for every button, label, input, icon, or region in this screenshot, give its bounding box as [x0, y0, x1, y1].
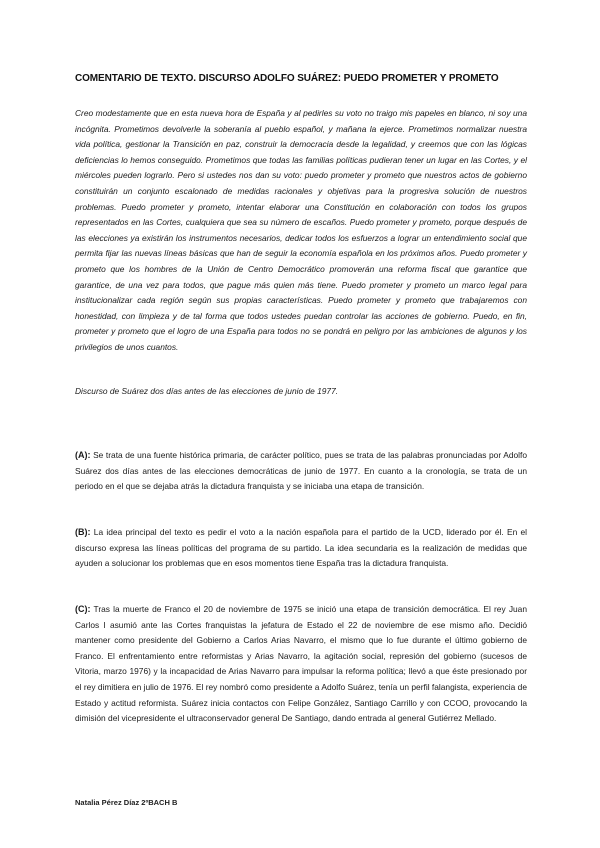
section-b [75, 525, 527, 572]
section-c [75, 602, 527, 727]
section-a-text: Se trata de una fuente histórica primaria, de carácter político, pues se trata de las palabras pronunciadas por Adolfo Suárez dos días antes de las elecciones democráticas de junio de 1977. En cuanto a la cronología, se trata de un periodo en el que se dejaba atrás la dictadura franquista y se iniciaba una etapa de transición. [75, 450, 527, 492]
section-b-text: La idea principal del texto es pedir el voto a la nación española para el partido de la UCD, liderado por él. En el discurso expresa las líneas políticas del programa de su partido. La idea secundaria es la realización de medidas que ayuden a solucionar los problemas que en esos momentos tiene España tras la dictadura franquista. [75, 527, 528, 569]
section-c-label: (C): [75, 604, 91, 614]
document-title: COMENTARIO DE TEXTO. DISCURSO ADOLFO SUÁREZ: PUEDO PROMETER Y PROMETO [75, 73, 499, 84]
section-a-label: (A): [75, 450, 91, 460]
quote-caption: Discurso de Suárez dos días antes de las elecciones de junio de 1977. [75, 386, 339, 396]
section-a [75, 448, 527, 495]
section-b-label: (B): [75, 527, 91, 537]
author-footer: Natalia Pérez Díaz 2ºBACH B [75, 798, 178, 807]
speech-quote: Creo modestamente que en esta nueva hora de España y al pedirles su voto no traigo mis papeles en blanco, ni soy una incógnita. Prometimos devolverle la soberanía al pueblo español, y mañana la ejerce. Prometimos normalizar nuestra vida política, gestionar la Transición en paz, construir la democracia desde la legalidad, y creemos que con las lógicas deficiencias lo hemos conseguido. Prometimos que todas las familias políticas pudieran tener un lugar en las Cortes, y el miércoles pueden lograrlo. Pero si ustedes nos dan su voto: puedo prometer y prometo que nuestros actos de gobierno constituirán un conjunto escalonado de medidas racionales y objetivas para la progresiva solución de nuestros problemas. Puedo prometer y prometo, intentar elaborar una Constitución en colaboración con todos los grupos representados en las Cortes, cualquiera que sea su número de escaños. Puedo prometer y prometo, porque después de las elecciones ya existirán los instrumentos necesarios, dedicar todos los esfuerzos a lograr un entendimiento social que permita fijar las nuevas líneas básicas que han de seguir la economía española en los próximos años. Puedo prometer y prometo que los hombres de la Unión de Centro Democrático promoverán una reforma fiscal que garantice que garantice, de una vez para todos, que pague más quien más tiene. Puedo prometer y prometo un marco legal para institucionalizar cada región según sus propias características. Puedo prometer y prometo que trabajaremos con honestidad, con limpieza y de tal forma que todos ustedes puedan controlar las acciones de gobierno. Puedo, en fin, prometer y prometo que el logro de una España para todos no se pondrá en peligro por las ambiciones de algunos y los privilegios de unos cuantos. [75, 108, 527, 352]
section-c-text: Tras la muerte de Franco el 20 de noviembre de 1975 se inició una etapa de transición democrática. El rey Juan Carlos I asumió ante las Cortes franquistas la jefatura de Estado el 22 de noviembre de ese mismo año. Decidió mantener como presidente del Gobierno a Carlos Arias Navarro, el mismo que lo fue durante el último gobierno de Franco. El enfrentamiento entre reformistas y Arias Navarro, la agitación social, represión del gobierno (sucesos de Vitoria, marzo 1976) y la incapacidad de Arias Navarro para impulsar la reforma política; llevó a que éste presionado por el rey dimitiera en julio de 1976. El rey nombró como presidente a Adolfo Suárez, tenía un perfil falangista, experiencia de Estado y actitud reformista. Suárez inicia contactos con Felipe González, Santiago Carrillo y con CCOO, provocando la dimisión del vicepresidente el ultraconservador general De Santiago, dando entrada al general Gutiérrez Mellado. [75, 604, 527, 724]
